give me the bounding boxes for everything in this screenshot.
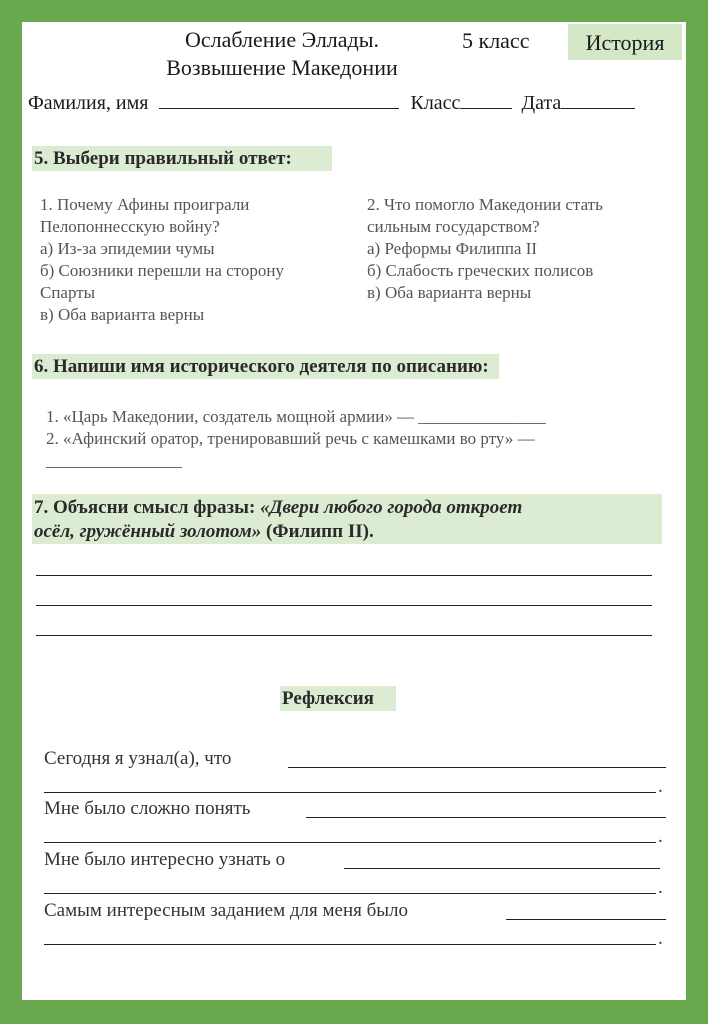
reflection-answer-3b[interactable] [44,893,656,894]
reflection-answer-1a[interactable] [288,767,666,768]
task7-quote-line-1: «Двери любого города откроет [260,497,523,518]
task7-heading: 7. Объясни смысл фразы: «Двери любого города откроет осёл, гружённый золотом» (Филипп II). [34,497,523,542]
task6-heading: 6. Напиши имя исторического деятеля по описанию: [32,356,499,378]
q2-option-c[interactable]: в) Оба варианта верны [367,283,532,302]
reflection-answer-2b[interactable] [44,842,656,843]
task7-answer-line-1[interactable] [36,575,652,576]
q1-option-b-cont: Спарты [40,283,96,302]
task6-item-1: 1. «Царь Македонии, создатель мощной армии» — _______________ [46,407,546,426]
task5-question-2 [367,194,677,304]
task7-author: (Филипп II). [261,521,374,542]
q2-option-b[interactable]: б) Слабость греческих полисов [367,261,594,280]
task5-heading: 5. Выбери правильный ответ: [32,148,332,170]
name-label: Фамилия, имя [28,92,149,114]
student-fields [28,92,635,115]
date-field[interactable] [561,94,635,109]
reflection-prompt-2: Мне было сложно понять [44,798,251,819]
reflection-answer-3a[interactable] [344,868,660,869]
q2-text-2: сильным государством? [367,217,540,236]
reflection-answer-1b[interactable] [44,792,656,793]
q2-text-1: 2. Что помогло Македонии стать [367,195,603,214]
worksheet [22,22,686,1000]
reflection-end-mark-1: . [658,776,663,797]
worksheet-title [132,26,432,82]
reflection-end-mark-4: . [658,928,663,949]
reflection-prompt-4: Самым интересным заданием для меня было [44,900,409,921]
task7-quote-line-2: осёл, гружённый золотом» [34,521,262,542]
task6-items [46,406,676,472]
q1-text-1: 1. Почему Афины проиграли [40,195,250,214]
task6-item-2-blank[interactable]: ________________ [46,451,182,470]
reflection-heading: Рефлексия [280,688,396,710]
name-field[interactable] [159,94,399,109]
task7-answer-line-3[interactable] [36,635,652,636]
class-field[interactable] [460,94,512,109]
q1-option-a[interactable]: а) Из-за эпидемии чумы [40,239,215,258]
task7-answer-line-2[interactable] [36,605,652,606]
reflection-end-mark-3: . [658,877,663,898]
q2-option-a[interactable]: а) Реформы Филиппа II [367,239,538,258]
q1-option-b[interactable]: б) Союзники перешли на сторону [40,261,284,280]
reflection-end-mark-2: . [658,826,663,847]
class-label: Класс [410,92,461,114]
title-line-1: Ослабление Эллады. [184,27,380,52]
date-label: Дата [521,92,562,114]
subject-badge: История [568,24,682,60]
grade-label: 5 класс [462,28,530,53]
title-line-2: Возвышение Македонии [166,55,398,80]
reflection-answer-4a[interactable] [506,919,666,920]
task6-item-2: 2. «Афинский оратор, тренировавший речь с камешками во рту» — [46,429,535,448]
reflection-prompt-1: Сегодня я узнал(а), что [44,748,232,769]
task5-question-1 [40,194,350,326]
q1-text-2: Пелопоннесскую войну? [40,217,220,236]
reflection-answer-2a[interactable] [306,817,666,818]
q1-option-c[interactable]: в) Оба варианта верны [40,305,205,324]
reflection-prompt-3: Мне было интересно узнать о [44,849,286,870]
reflection-answer-4b[interactable] [44,944,656,945]
